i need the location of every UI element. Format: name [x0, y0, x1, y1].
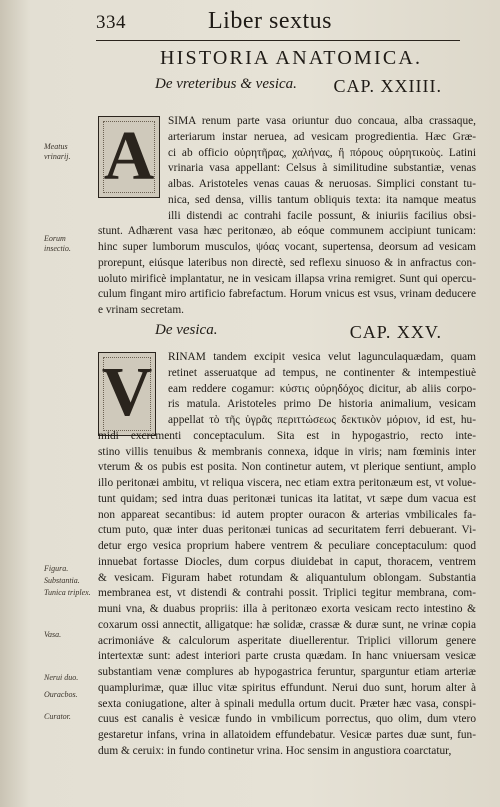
margin-notes: [0, 0, 90, 807]
margin-note: Meatus vrinarij.: [44, 142, 71, 161]
text-line: muni vna, & duabus propriis: illa à peritonæo exorta vesicam recto intestino &: [98, 603, 476, 615]
chapter-heading: [155, 76, 442, 96]
text-line: illo peritonæi ambitu, vt reliqua viscera, nec etiam extra peritonæum est, vt volue-: [98, 477, 476, 489]
text-line: membranea est, vt distendi & contrahi possit. Triplici tegitur membrana, com-: [98, 587, 476, 600]
text-line: retinet asseruatque ad tempus, ne continenter & intempestiuè: [168, 366, 476, 379]
header-rule: [96, 40, 460, 41]
text-line: quamplurimæ, quæ illuc vitæ spiritus effundunt. Nerui duo sunt, horum alter à: [98, 681, 476, 694]
section-title: HISTORIA ANATOMICA.: [160, 47, 423, 69]
initial-letter: A: [103, 118, 155, 195]
margin-note: Vasa.: [44, 630, 62, 639]
text-line: appellat τὸ τῆς ὑγρᾶς περιττώσεως δεκτικὸν μόριον, id est, hu-: [168, 414, 476, 426]
margin-note: Tunica triplex.: [44, 588, 91, 597]
chapter-heading: [155, 322, 442, 342]
text-line: RINAM tandem excipit vesica velut lagunculaquædam, quam: [168, 351, 476, 363]
text-line: stino villis tenuibus & membranis connexa, idque in viris; nam fœminis inter: [98, 445, 476, 458]
text-line: albas. Aristoteles venas cauas & neruosas. Simplici constant tu-: [168, 178, 476, 190]
text-line: coxarum ossi annectit, alligatque: hæ solidæ, crassæ & duræ sunt, ne vrinæ copia: [98, 618, 476, 631]
text-line: vrinaria vasa appellant: Celsus à similitudine substantiæ, venas: [168, 162, 476, 175]
text-line: stunt. Adhærent vasa hæc peritonæo, ab eóque communem accipiunt tunicam:: [98, 225, 476, 238]
text-line: arteriarum instar neruea, ad vesicam progredientia. Hæc Græ-: [168, 130, 476, 143]
text-line: acrimoniáve & calculorum asperitate diuellerentur. Triplici villorum genere: [98, 634, 476, 647]
text-line: culum fingant miro artificio fabrefactum. Horum vnicus est vsus, vrinam deducere: [98, 288, 476, 301]
text-line: prorepunt, eiúsque lateribus non directè, sed reflexu sinuoso & in anfractus con-: [98, 256, 476, 269]
text-line: innuebat fortasse Diocles, dum corpus diuidebat in caput, thoracem, ventrem: [98, 555, 476, 568]
text-line: ctum puto, quæ inter duas peritonæi tunicas ad securitatem ferri debuerant. Vi-: [98, 524, 476, 537]
text-line: hinc super lumborum musculos, ψόας vocant, supertensa, deorsum ad vesicam: [98, 241, 476, 253]
running-head: Liber sextus: [208, 8, 332, 34]
text-line: ci ab officio οὐρητῆρας, χαλήνας, ἢ πόρους οὐρητικοὺς. Latini: [168, 146, 476, 159]
text-line: gestaretur infans, vrina in allatoidem effundebatur. Vesicæ partes duæ sunt, fun-: [98, 729, 476, 741]
text-line: cuus est canalis è vesicæ fundo in vmbilicum porrectus, quo olim, dum vtero: [98, 713, 476, 726]
text-line: nica, sed densa, villis tantum obliquis texta: ita namque meatus: [168, 193, 476, 206]
margin-note: Nerui duo.: [44, 673, 79, 682]
text-line: midi excrementi conceptaculum. Sita est in hypogastrio, recto inte-: [98, 429, 476, 442]
margin-note: Ouracbos.: [44, 690, 78, 699]
text-line: vterum & os pubis est posita. Non continetur autem, vt plerique sentiunt, amplo: [98, 461, 476, 474]
margin-note: Substantia.: [44, 576, 80, 585]
text-line: intertextæ sunt: adest interiori parte crusta quædam. In hanc vniuersam vesicæ: [98, 650, 476, 663]
text-line: substantiam venæ complures ab hypogastrica feruntur, sparguntur etiam arteriæ: [98, 666, 476, 678]
margin-note: Curator.: [44, 712, 71, 721]
text-line: & vesicam. Figuram habet rotundam & aliquantulum oblongam. Substantia: [98, 571, 476, 584]
text-line: detur ergo vesica proprium habere ventrem & peculiare conceptaculum: quod: [98, 540, 476, 552]
text-line: illi distendi ac contrahi facile possunt, & iniuriis facilius obsi-: [168, 209, 476, 222]
text-line: tunt quidam; sed intra duas peritonæi tunicas ita latitat, vt sæpe dum vacua est: [98, 492, 476, 505]
margin-note: Eorum insectio.: [44, 234, 71, 253]
chapter-subject: De vreteribus & vesica.: [155, 76, 297, 92]
margin-note: Figura.: [44, 564, 69, 573]
chapter-body: [98, 350, 476, 760]
text-line: uoluto mirificè implantatur, ne in vesicam illapsa vrina remigret. Sunt qui opercu-: [98, 272, 476, 285]
chapter-number: CAP. XXIIII.: [333, 76, 442, 96]
text-line: dum & ceruix: in fundo continetur vrina. Hoc sensim in angustiora coarctatur,: [98, 744, 452, 757]
text-line: ris matula. Aristoteles primo De historia animalium, vesicam: [168, 398, 476, 411]
page-number: 334: [96, 12, 126, 33]
initial-letter: V: [101, 354, 153, 431]
text-line: sexta coniugatione, alter à spinali medulla ortum ducit. Præter hæc vasa, conspi-: [98, 697, 476, 710]
text-line: e vrinam secretam.: [98, 304, 184, 316]
text-line: SIMA renum parte vasa oriuntur duo concaua, alba crassaque,: [168, 115, 476, 127]
chapter-subject: De vesica.: [155, 322, 218, 338]
text-line: eam reddere cogamur: κύστις οὐρηδόχος dicitur, ab aliis corpo-: [168, 382, 476, 395]
text-line: non appareat secantibus: id autem propter ouracon & arterias vmbilicales fa-: [98, 508, 476, 521]
chapter-body: [98, 114, 476, 319]
page-header: [96, 8, 460, 34]
chapter-number: CAP. XXV.: [349, 322, 442, 342]
